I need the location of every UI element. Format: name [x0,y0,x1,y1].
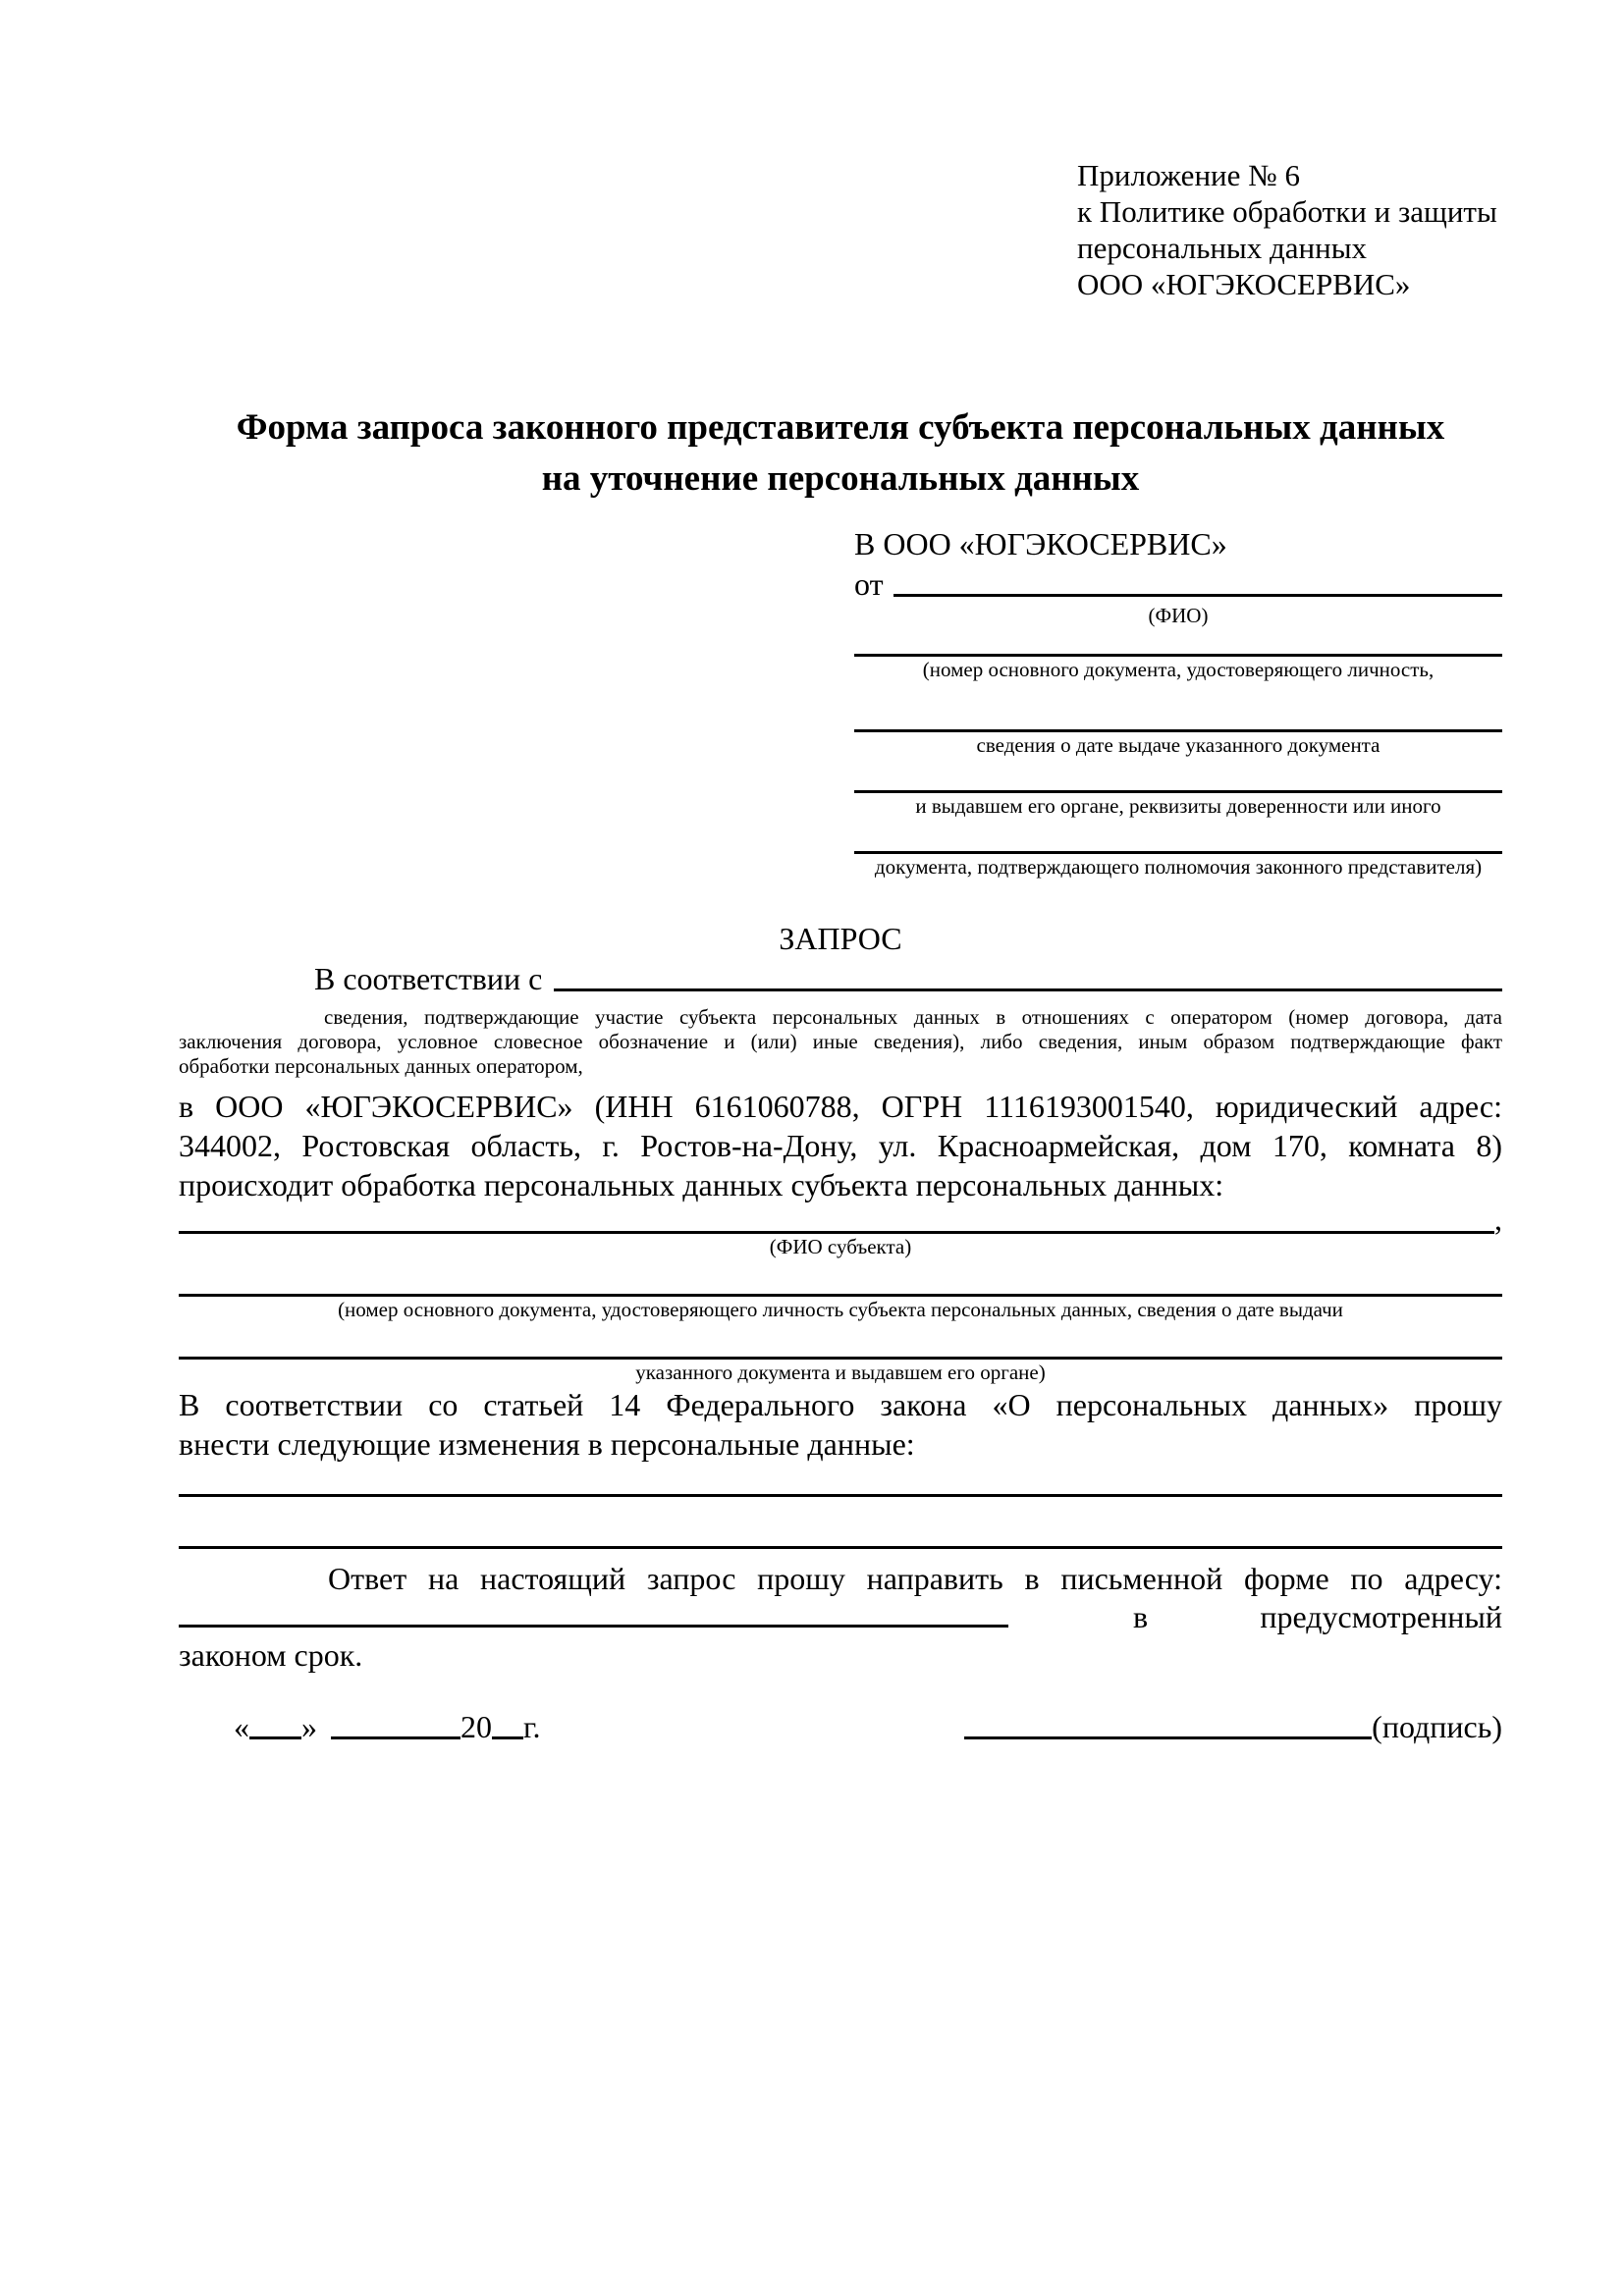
appendix-line: Приложение № 6 [1077,158,1300,192]
date-day-blank [249,1736,301,1739]
changes-blank-line-1 [179,1464,1502,1497]
reply-word-v: в [1132,1599,1149,1634]
operator-paragraph-line: происходит обработка персональных данных субъекта персональных данных: [179,1167,1224,1202]
law-paragraph-line: В соответствии со статьей 14 Федерального закона «О персональных данных» прошу [179,1387,1502,1422]
date-year-blank [492,1736,523,1739]
appendix-line: персональных данных [1077,231,1368,265]
from-row [854,563,1502,603]
date-close-quote: » [301,1709,317,1744]
footer-row [179,1708,1502,1745]
appendix-line: к Политике обработки и защиты [1077,194,1497,229]
blank-field-line [854,682,1502,732]
date-year-suffix: г. [523,1709,541,1744]
date-group [234,1708,541,1745]
addressee-block [854,524,1502,880]
law-paragraph [179,1385,1502,1464]
from-label: от [854,566,884,602]
subject-fio-row [179,1201,1502,1237]
request-heading: ЗАПРОС [779,921,902,956]
blank-field-caption: сведения о дате выдаче указанного документа [976,733,1380,757]
blank-field-line [854,758,1502,793]
reply-address-row [179,1598,1502,1635]
operator-paragraph [179,1087,1502,1204]
form-title-line: на уточнение персональных данных [541,458,1140,499]
date-month-blank [331,1736,460,1739]
fio-blank-line [893,594,1502,597]
reply-paragraph: Ответ на настоящий запрос прошу направить в письменной форме по адресу: [328,1561,1502,1596]
footnote-line: обработки персональных данных оператором, [179,1054,583,1078]
subject-doc-blank-line-2 [179,1322,1502,1360]
intro-label: В соответствии с [314,961,543,996]
changes-blank-line-2 [179,1497,1502,1549]
intro-blank-line [554,988,1502,991]
subject-doc-caption-1: (номер основного документа, удостоверяющего личность субъекта персональных данных, сведения о дате выдачи [338,1298,1343,1321]
form-title-line: Форма запроса законного представителя субъекта персональных данных [236,407,1445,448]
intro-footnote [179,1005,1502,1079]
fio-caption: (ФИО) [1148,604,1209,627]
signature-group [964,1708,1502,1745]
reply-closing: законом срок. [179,1637,363,1673]
footnote-line: сведения, подтверждающие участие субъекта персональных данных в отношениях с оператором (номер договора, дата [324,1005,1502,1029]
date-open-quote: « [234,1709,249,1744]
operator-paragraph-line: в ООО «ЮГЭКОСЕРВИС» (ИНН 6161060788, ОГРН 1116193001540, юридический адрес: [179,1089,1502,1124]
blank-field-line [854,819,1502,854]
signature-blank-line [964,1736,1372,1739]
blank-field-line [854,628,1502,657]
addressee-organization: В ООО «ЮГЭКОСЕРВИС» [854,526,1227,561]
appendix-line: ООО «ЮГЭКОСЕРВИС» [1077,267,1411,301]
operator-paragraph-line: 344002, Ростовская область, г. Ростов-на-Дону, ул. Красноармейская, дом 170, комната 8) [179,1128,1502,1163]
form-title [179,402,1502,505]
blank-field-caption: документа, подтверждающего полномочия законного представителя) [874,855,1483,879]
intro-row [179,958,1502,997]
blank-field-caption: (номер основного документа, удостоверяющего личность, [922,658,1435,681]
reply-word-predusmotrenny: предусмотренный [1260,1599,1502,1634]
subject-line-comma: , [1494,1201,1502,1237]
date-year-prefix: 20 [460,1709,492,1744]
address-blank-line [179,1625,1008,1628]
subject-doc-caption-2: указанного документа и выдавшем его органе) [635,1361,1046,1384]
subject-doc-blank-line-1 [179,1259,1502,1297]
appendix-header [1077,157,1502,302]
law-paragraph-line: внести следующие изменения в персональные данные: [179,1426,915,1462]
footnote-line: заключения договора, условное словесное обозначение и (или) иные сведения), либо сведения, иным образом подтверждающие факт [179,1030,1502,1053]
subject-fio-caption: (ФИО субъекта) [769,1235,912,1258]
signature-caption: (подпись) [1372,1709,1502,1744]
blank-field-caption: и выдавшем его органе, реквизиты доверенности или иного [915,794,1441,818]
